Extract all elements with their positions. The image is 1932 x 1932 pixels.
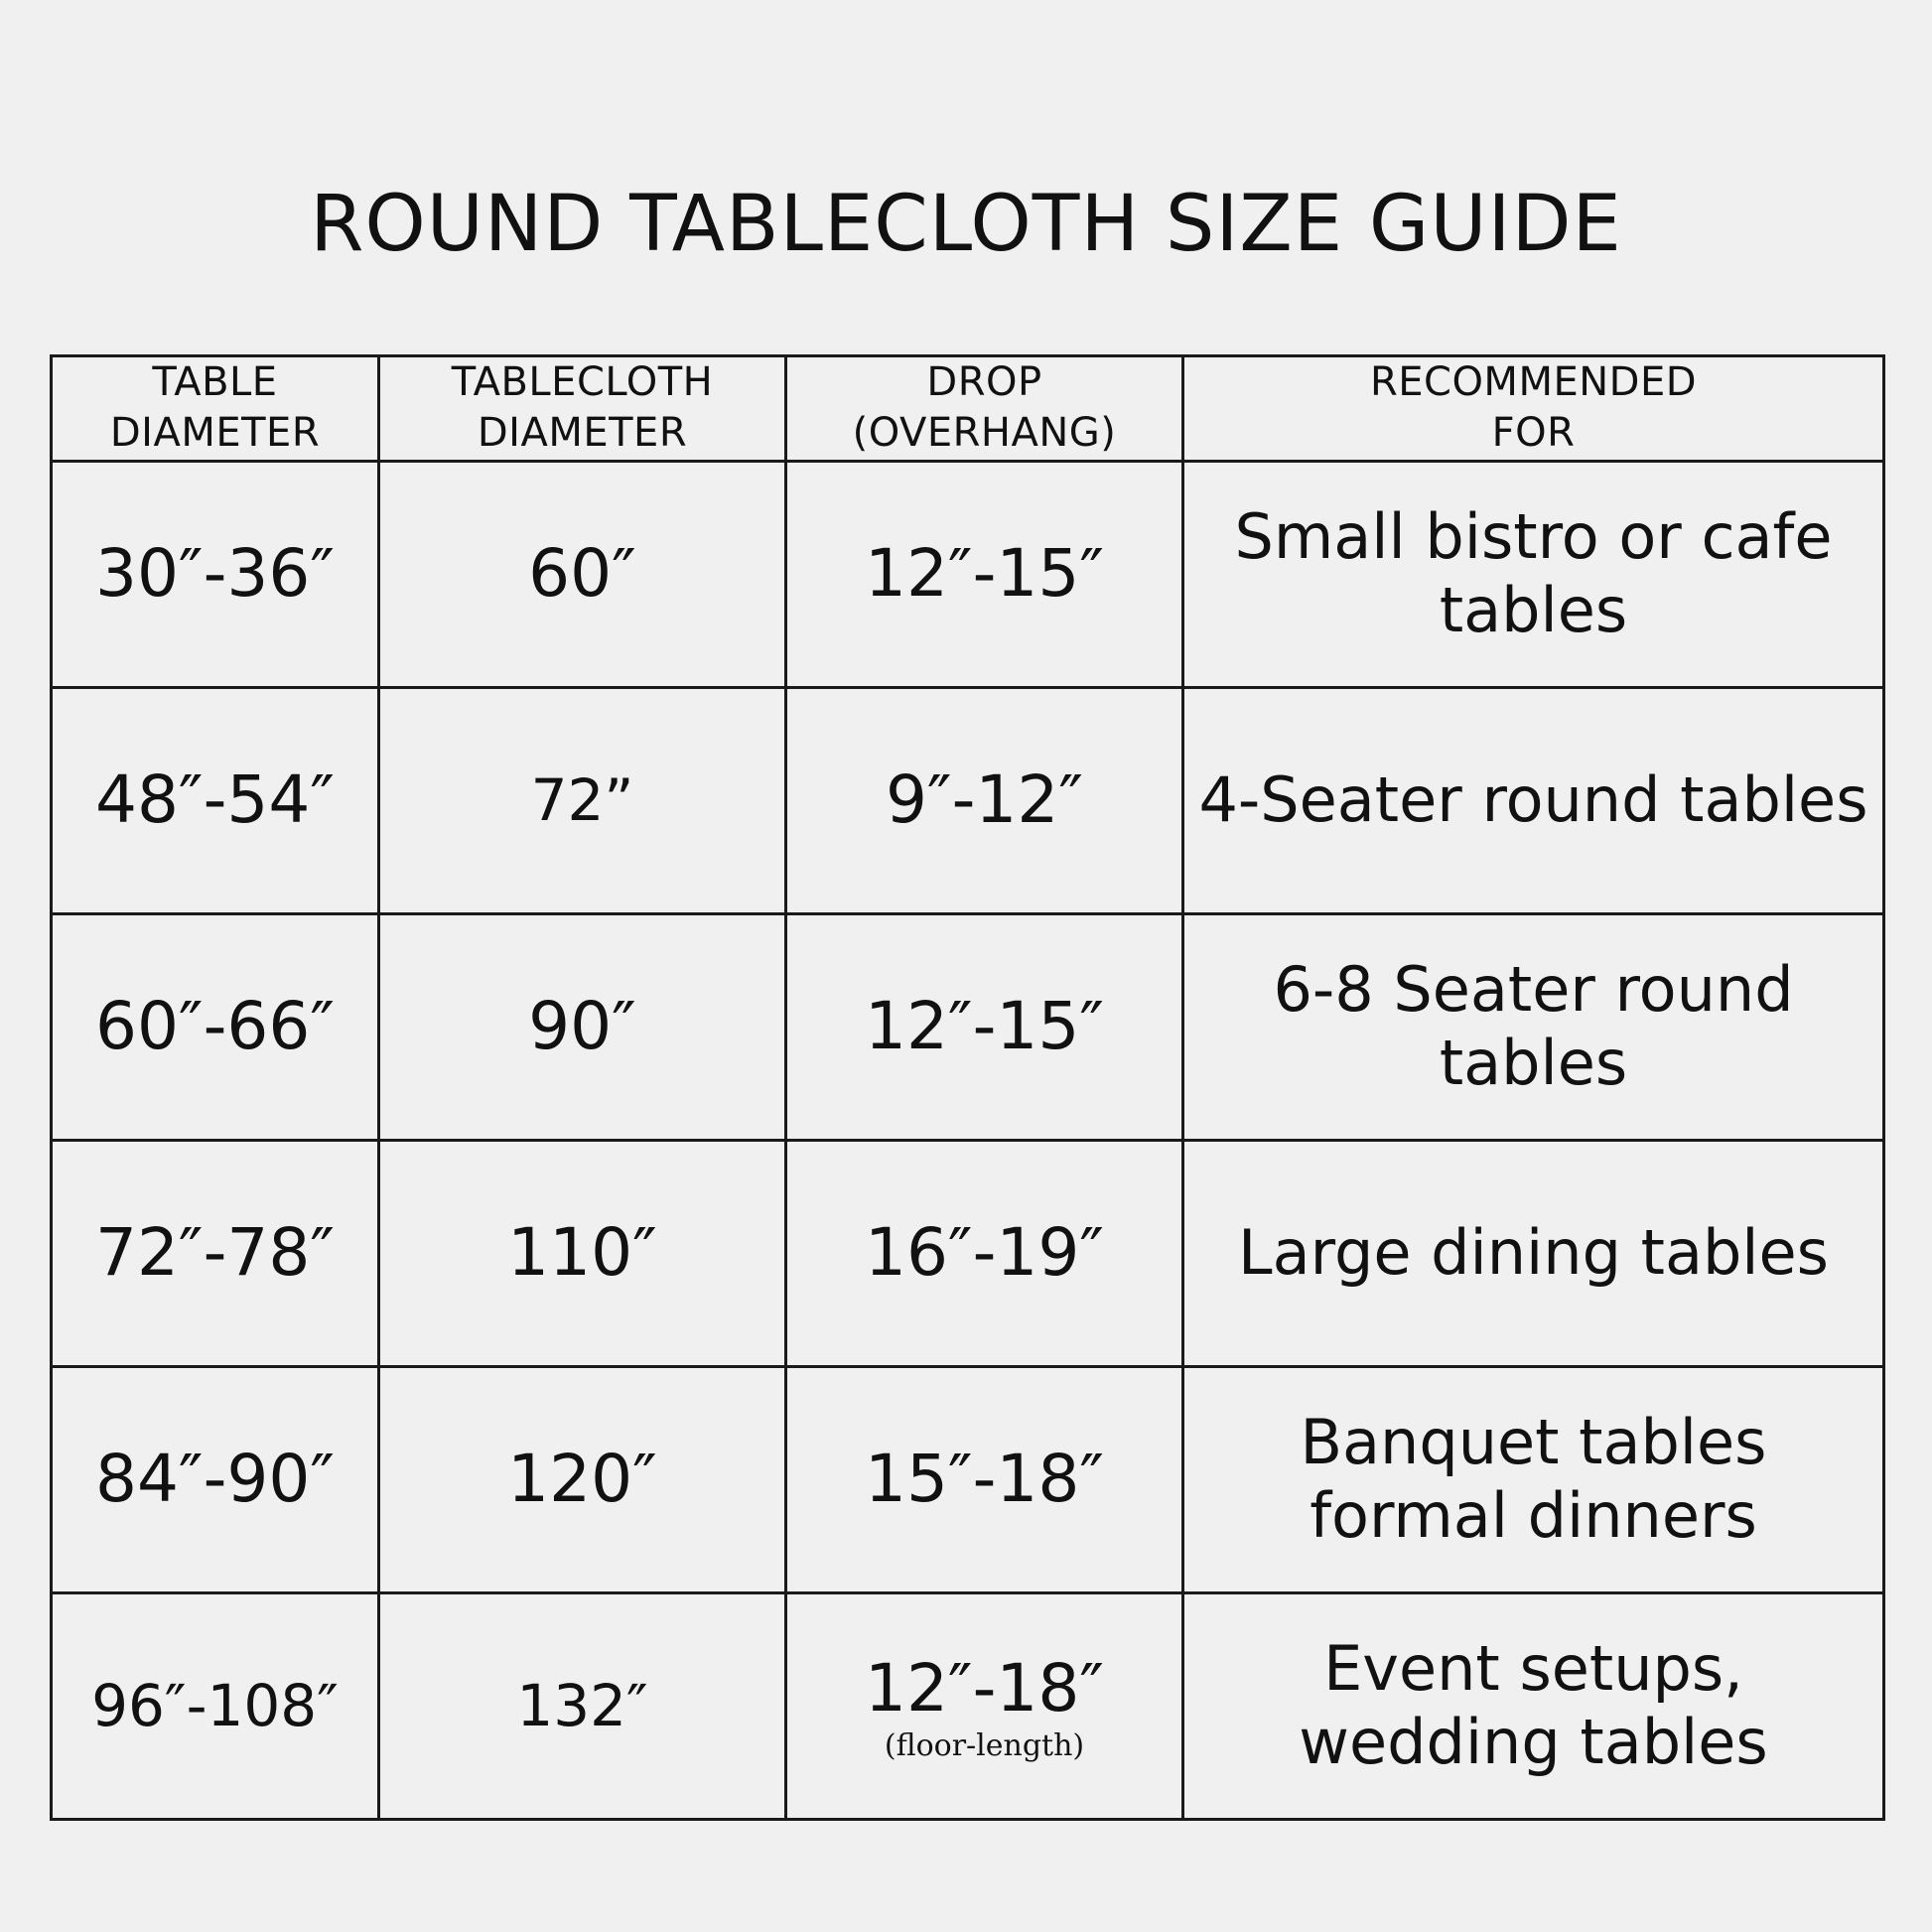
cell-recommended-for: Banquet tables formal dinners	[1183, 1366, 1884, 1592]
column-header-recommended-for	[1183, 356, 1884, 461]
column-header-tablecloth-diameter	[379, 356, 786, 461]
table-header-row	[52, 356, 1884, 461]
cell-drop	[786, 1592, 1183, 1819]
table-row	[52, 461, 1884, 687]
table-row	[52, 1366, 1884, 1592]
cell-drop-value: 12″-18″	[864, 1649, 1105, 1726]
cell-drop: 9″-12″	[786, 687, 1183, 913]
table-header	[52, 356, 1884, 461]
cell-drop: 15″-18″	[786, 1366, 1183, 1592]
cell-table-diameter: 30″-36″	[52, 461, 379, 687]
column-header-table-diameter	[52, 356, 379, 461]
column-header-line: FOR	[1491, 410, 1576, 457]
cell-tablecloth-diameter: 90″	[379, 913, 786, 1140]
cell-tablecloth-diameter: 120″	[379, 1366, 786, 1592]
cell-table-diameter: 96″-108″	[52, 1592, 379, 1819]
cell-drop-note: (floor-length)	[884, 1727, 1085, 1763]
column-header-line: RECOMMENDED	[1369, 359, 1698, 406]
size-guide-table	[50, 354, 1885, 1820]
column-header-line: TABLECLOTH	[451, 359, 714, 406]
column-header-line: DIAMETER	[109, 410, 321, 457]
cell-tablecloth-diameter: 60″	[379, 461, 786, 687]
column-header-line: DIAMETER	[477, 410, 688, 457]
cell-tablecloth-diameter: 132″	[379, 1592, 786, 1819]
column-header-line: (OVERHANG)	[852, 410, 1117, 457]
cell-table-diameter: 60″-66″	[52, 913, 379, 1140]
column-header-line: TABLE	[152, 359, 278, 406]
cell-recommended-for: Event setups, wedding tables	[1183, 1592, 1884, 1819]
page	[0, 52, 1932, 1932]
table-row	[52, 1140, 1884, 1366]
table-row	[52, 687, 1884, 913]
table-row	[52, 1592, 1884, 1819]
table-row	[52, 913, 1884, 1140]
size-guide-table-container	[50, 354, 1882, 1820]
cell-recommended-for: 6-8 Seater round tables	[1183, 913, 1884, 1140]
cell-recommended-for: Small bistro or cafe tables	[1183, 461, 1884, 687]
cell-table-diameter: 48″-54″	[52, 687, 379, 913]
cell-drop: 12″-15″	[786, 913, 1183, 1140]
cell-recommended-for: Large dining tables	[1183, 1140, 1884, 1366]
cell-drop: 16″-19″	[786, 1140, 1183, 1366]
cell-drop: 12″-15″	[786, 461, 1183, 687]
page-title: ROUND TABLECLOTH SIZE GUIDE	[310, 180, 1622, 270]
cell-tablecloth-diameter: 110″	[379, 1140, 786, 1366]
table-body	[52, 461, 1884, 1819]
cell-table-diameter: 84″-90″	[52, 1366, 379, 1592]
cell-table-diameter: 72″-78″	[52, 1140, 379, 1366]
column-header-line: DROP	[926, 359, 1042, 406]
cell-recommended-for: 4-Seater round tables	[1183, 687, 1884, 913]
cell-tablecloth-diameter: 72”	[379, 687, 786, 913]
column-header-drop	[786, 356, 1183, 461]
